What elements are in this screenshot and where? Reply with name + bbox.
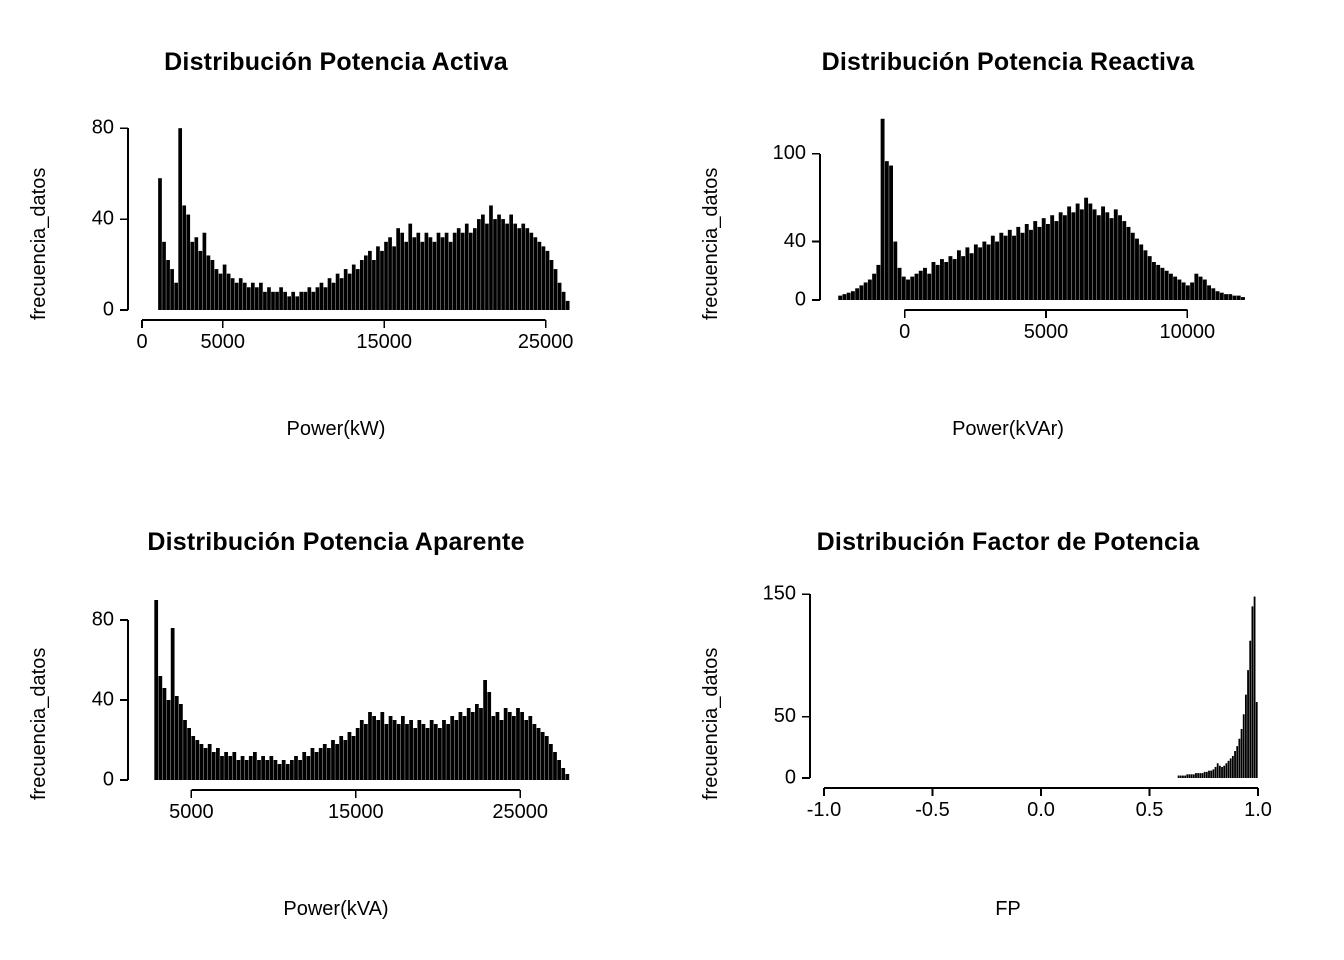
svg-text:50: 50 [773,704,796,727]
x-axis-label: Power(kW) [286,418,386,440]
panel-potencia-reactiva [672,0,1344,480]
svg-text:15000: 15000 [356,331,412,353]
chart-title: Distribución Potencia Aparente [147,528,525,556]
chart-title: Distribución Potencia Activa [164,48,508,76]
y-axis-label: frecuencia_datos [28,647,50,800]
plot-area-potencia-reactiva [772,110,1262,343]
y-axis-label: frecuencia_datos [700,167,722,320]
svg-text:150: 150 [762,582,796,605]
x-axis-label: Power(kVAr) [952,418,1064,440]
svg-text:10000: 10000 [1159,321,1216,343]
svg-text:5000: 5000 [200,331,245,353]
svg-text:-1.0: -1.0 [806,799,842,821]
y-axis-label: frecuencia_datos [700,647,722,800]
plot-area-potencia-activa [91,110,590,353]
panel-factor-de-potencia [672,480,1344,960]
svg-text:25000: 25000 [517,331,574,353]
svg-text:0.5: 0.5 [1135,799,1164,821]
y-axis-label: frecuencia_datos [28,167,50,320]
plot-area-potencia-aparente [91,590,590,823]
svg-text:25000: 25000 [492,801,549,823]
svg-text:5000: 5000 [1023,321,1069,343]
svg-text:80: 80 [91,608,114,631]
svg-text:15000: 15000 [327,801,384,823]
svg-text:80: 80 [91,116,114,139]
svg-text:0: 0 [794,288,806,311]
panel-potencia-aparente [0,480,672,960]
svg-text:5000: 5000 [169,801,214,823]
svg-text:40: 40 [91,688,114,711]
x-axis-label: Power(kVA) [283,898,389,920]
panel-potencia-activa [0,0,672,480]
x-axis-label: FP [995,898,1021,920]
plot-area-factor-de-potencia [762,582,1272,821]
chart-title: Distribución Factor de Potencia [816,528,1200,556]
svg-text:40: 40 [91,207,114,230]
svg-text:1.0: 1.0 [1244,799,1272,821]
svg-text:0: 0 [899,321,911,343]
svg-text:0: 0 [136,331,148,353]
svg-text:-0.5: -0.5 [915,799,950,821]
svg-text:0: 0 [102,298,114,321]
svg-text:40: 40 [783,229,806,252]
svg-text:0.0: 0.0 [1027,799,1055,821]
svg-text:0: 0 [102,768,114,791]
svg-text:100: 100 [772,142,806,165]
svg-text:0: 0 [784,766,796,789]
chart-title: Distribución Potencia Reactiva [821,48,1195,76]
